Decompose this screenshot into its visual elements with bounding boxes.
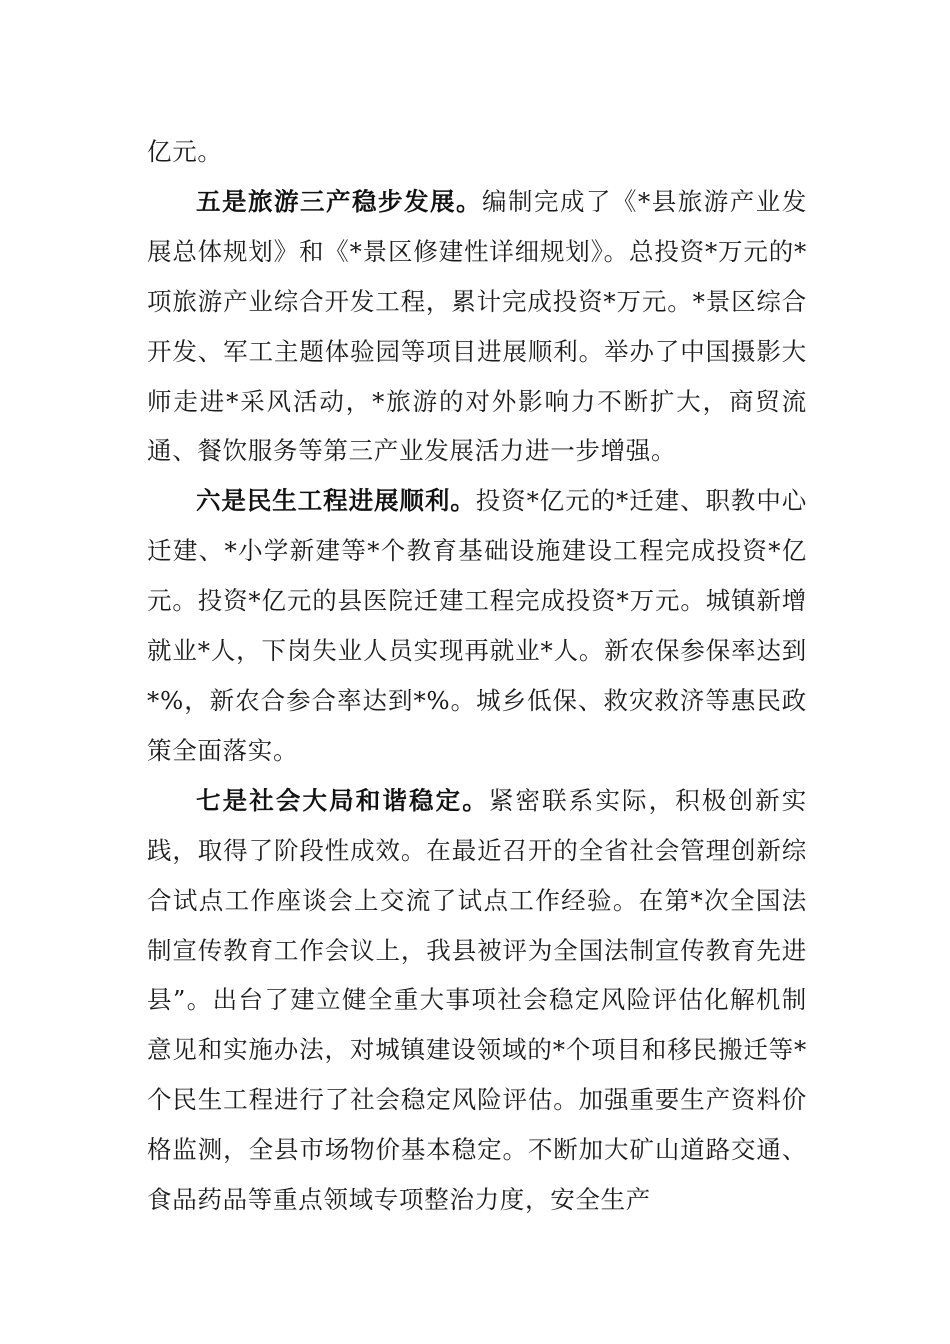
paragraph-text: 亿元。 [147, 137, 223, 166]
paragraph-text: 紧密联系实际，积极创新实践，取得了阶段性成效。在最近召开的全省社会管理创新综合试点工作座谈会上交流了试点工作经验。在第*次全国法制宣传教育工作会议上，我县被评为全国法制宣传教育先进县”。出台了建立健全重大事项社会稳定风险评估化解机制意见和实施办法，对城镇建设领域的*个项目和移民搬迁等*个民生工程进行了社会稳定风险评估。加强重要生产资料价格监测，全县市场物价基本稳定。不断加大矿山道路交通、食品药品等重点领域专项整治力度，安全生产 [147, 785, 808, 1215]
paragraph-tourism [147, 177, 807, 476]
document-body [147, 127, 807, 1225]
paragraph-social-stability [147, 776, 807, 1225]
paragraph-lead-heading: 五是旅游三产稳步发展。 [196, 186, 483, 216]
paragraph-lead-heading: 七是社会大局和谐稳定。 [196, 785, 489, 815]
paragraph-livelihood [147, 476, 807, 775]
paragraph-text: 投资*亿元的*迁建、职教中心迁建、*小学新建等*个教育基础设施建设工程完成投资*亿元。投资*亿元的县医院迁建工程完成投资*万元。城镇新增就业*人，下岗失业人员实现再就业*人。新农保参保率达到*%，新农合参合率达到*%。城乡低保、救灾救济等惠民政策全面落实。 [147, 486, 807, 765]
paragraph-lead-heading: 六是民生工程进展顺利。 [196, 486, 476, 516]
paragraph-text: 编制完成了《*县旅游产业发展总体规划》和《*景区修建性详细规划》。总投资*万元的*项旅游产业综合开发工程，累计完成投资*万元。*景区综合开发、军工主题体验园等项目进展顺利。举办了中国摄影大师走进*采风活动，*旅游的对外影响力不断扩大，商贸流通、餐饮服务等第三产业发展活力进一步增强。 [147, 186, 807, 466]
paragraph-continuation [147, 127, 807, 177]
